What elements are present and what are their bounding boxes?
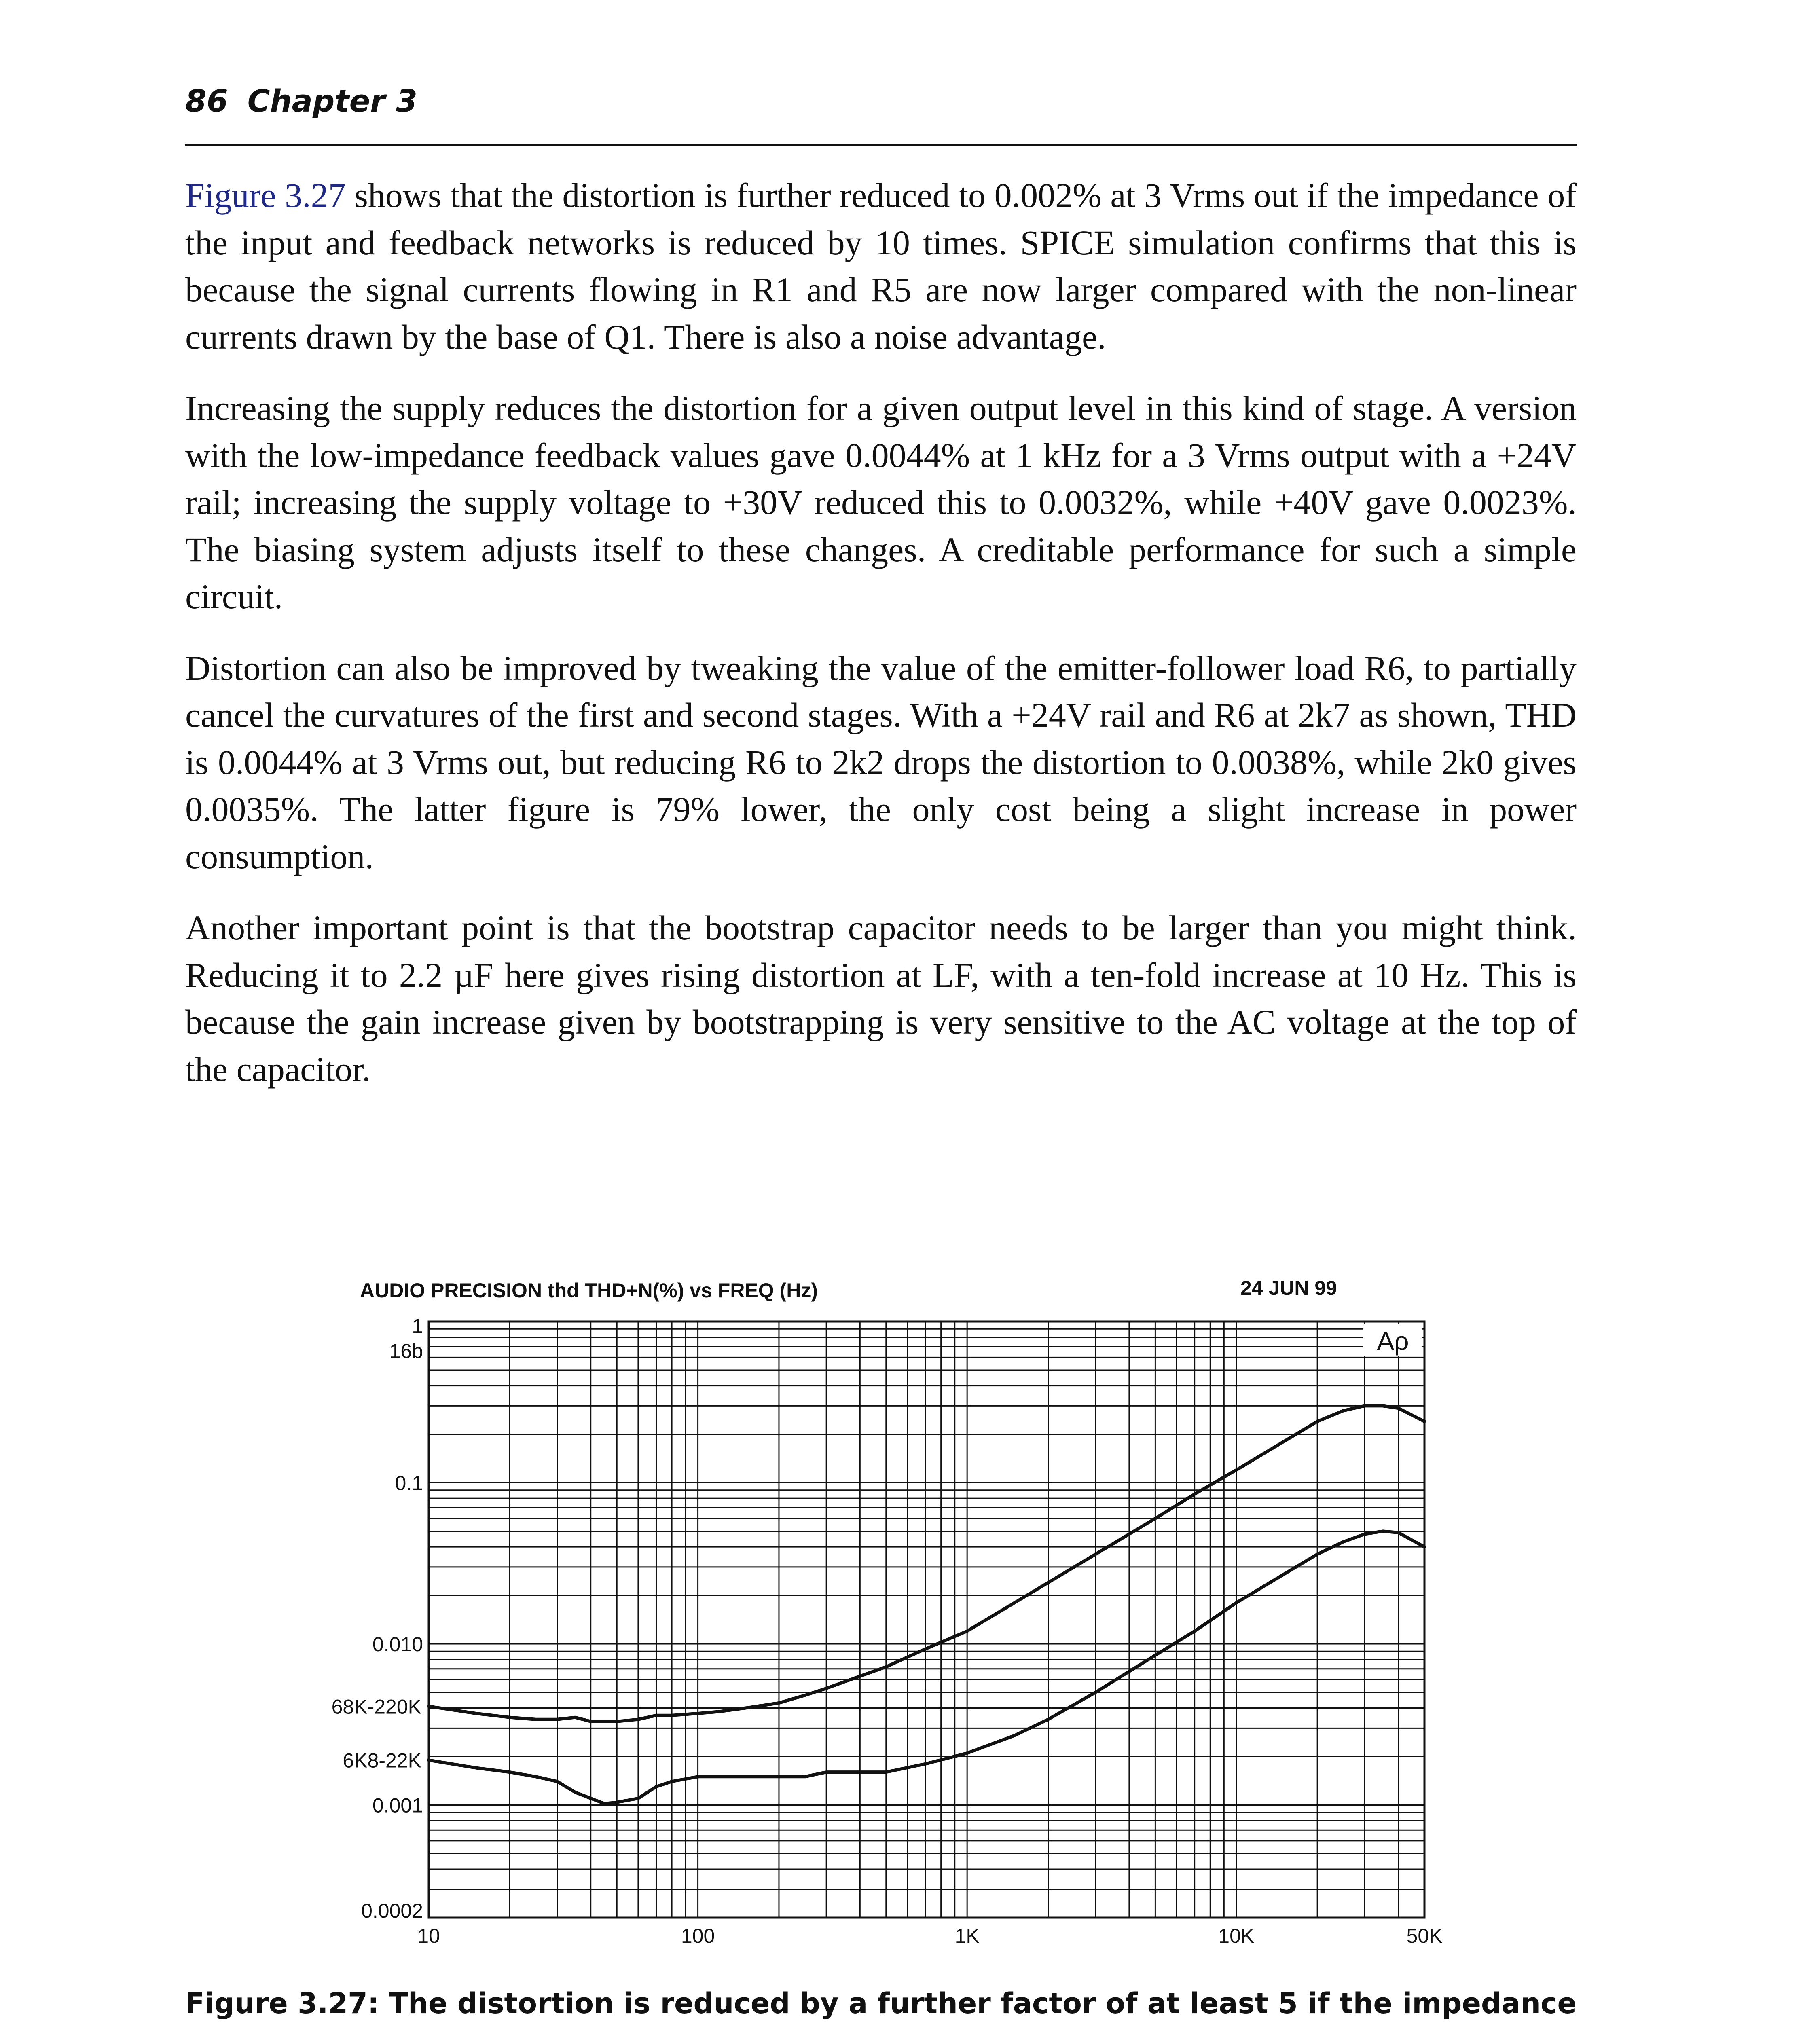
y-tick-label: 0.001 [372,1794,423,1817]
figure-caption: Figure 3.27: The distortion is reduced by a further factor of at least 5 if the impedance [185,1987,1577,2020]
thd-chart [299,1274,1464,1978]
y-tick-label: 0.1 [395,1472,423,1495]
figure-link[interactable]: Figure 3.27 [185,176,346,215]
paragraph-1-text: shows that the distortion is further reduced to 0.002% at 3 Vrms out if the impedance of the input and feedback networks is reduced by 10 times. SPICE simulation confirms that this is because the signal currents flowing in R1 and R5 are now larger compared with the non-linear currents drawn by the base of Q1. There is also a noise advantage. [185,176,1577,356]
y-tick-label: 0.0002 [361,1899,423,1922]
series-label-1: 68K-220K [331,1695,421,1718]
ap-logo: Aρ [1377,1326,1409,1356]
x-tick-label: 1K [954,1925,980,1947]
body-text [185,172,1577,1117]
thd-chart-svg [299,1274,1464,1978]
y-tick-label: 0.010 [372,1633,423,1656]
chart-date: 24 JUN 99 [1240,1277,1337,1299]
chart-title: AUDIO PRECISION thd THD+N(%) vs FREQ (Hz) [360,1279,818,1302]
series-line-1 [429,1406,1424,1721]
plot-frame [429,1322,1424,1918]
x-tick-label: 100 [681,1925,715,1947]
paragraph-2: Increasing the supply reduces the distortion for a given output level in this kind of stage. A version with the low-impedance feedback values gave 0.0044% at 1 kHz for a 3 Vrms output with a +24V rail; increasing the supply voltage to +30V reduced this to 0.0032%, while +40V gave 0.0023%. The biasing system adjusts itself to these changes. A creditable performance for such a simple circuit. [185,389,1577,616]
series-label-2: 6K8-22K [343,1749,421,1772]
header-rule [185,144,1577,146]
y-extra-label: 16b [389,1340,423,1362]
paragraph-4: Another important point is that the bootstrap capacitor needs to be larger than you might think. Reducing it to 2.2 µF here gives rising distortion at LF, with a ten-fold increase at 10 Hz. This is because the gain increase given by bootstrapping is very sensitive to the AC voltage at the top of the capacitor. [185,908,1577,1089]
page-number: 86 [185,83,228,119]
running-head [185,83,1577,119]
chapter-title: Chapter 3 [247,83,418,119]
x-tick-label: 10 [417,1925,440,1947]
paragraph-1 [185,172,1577,360]
y-tick-label: 1 [412,1315,423,1337]
x-tick-label: 50K [1406,1925,1443,1947]
series-line-2 [429,1531,1424,1804]
paragraph-3: Distortion can also be improved by tweaking the value of the emitter-follower load R6, to partially cancel the curvatures of the first and second stages. With a +24V rail and R6 at 2k7 as shown, THD is 0.0044% at 3 Vrms out, but reducing R6 to 2k2 drops the distortion to 0.0038%, while 2k0 gives 0.0035%. The latter figure is 79% lower, the only cost being a slight increase in power consumption. [185,648,1577,876]
x-tick-label: 10K [1218,1925,1255,1947]
